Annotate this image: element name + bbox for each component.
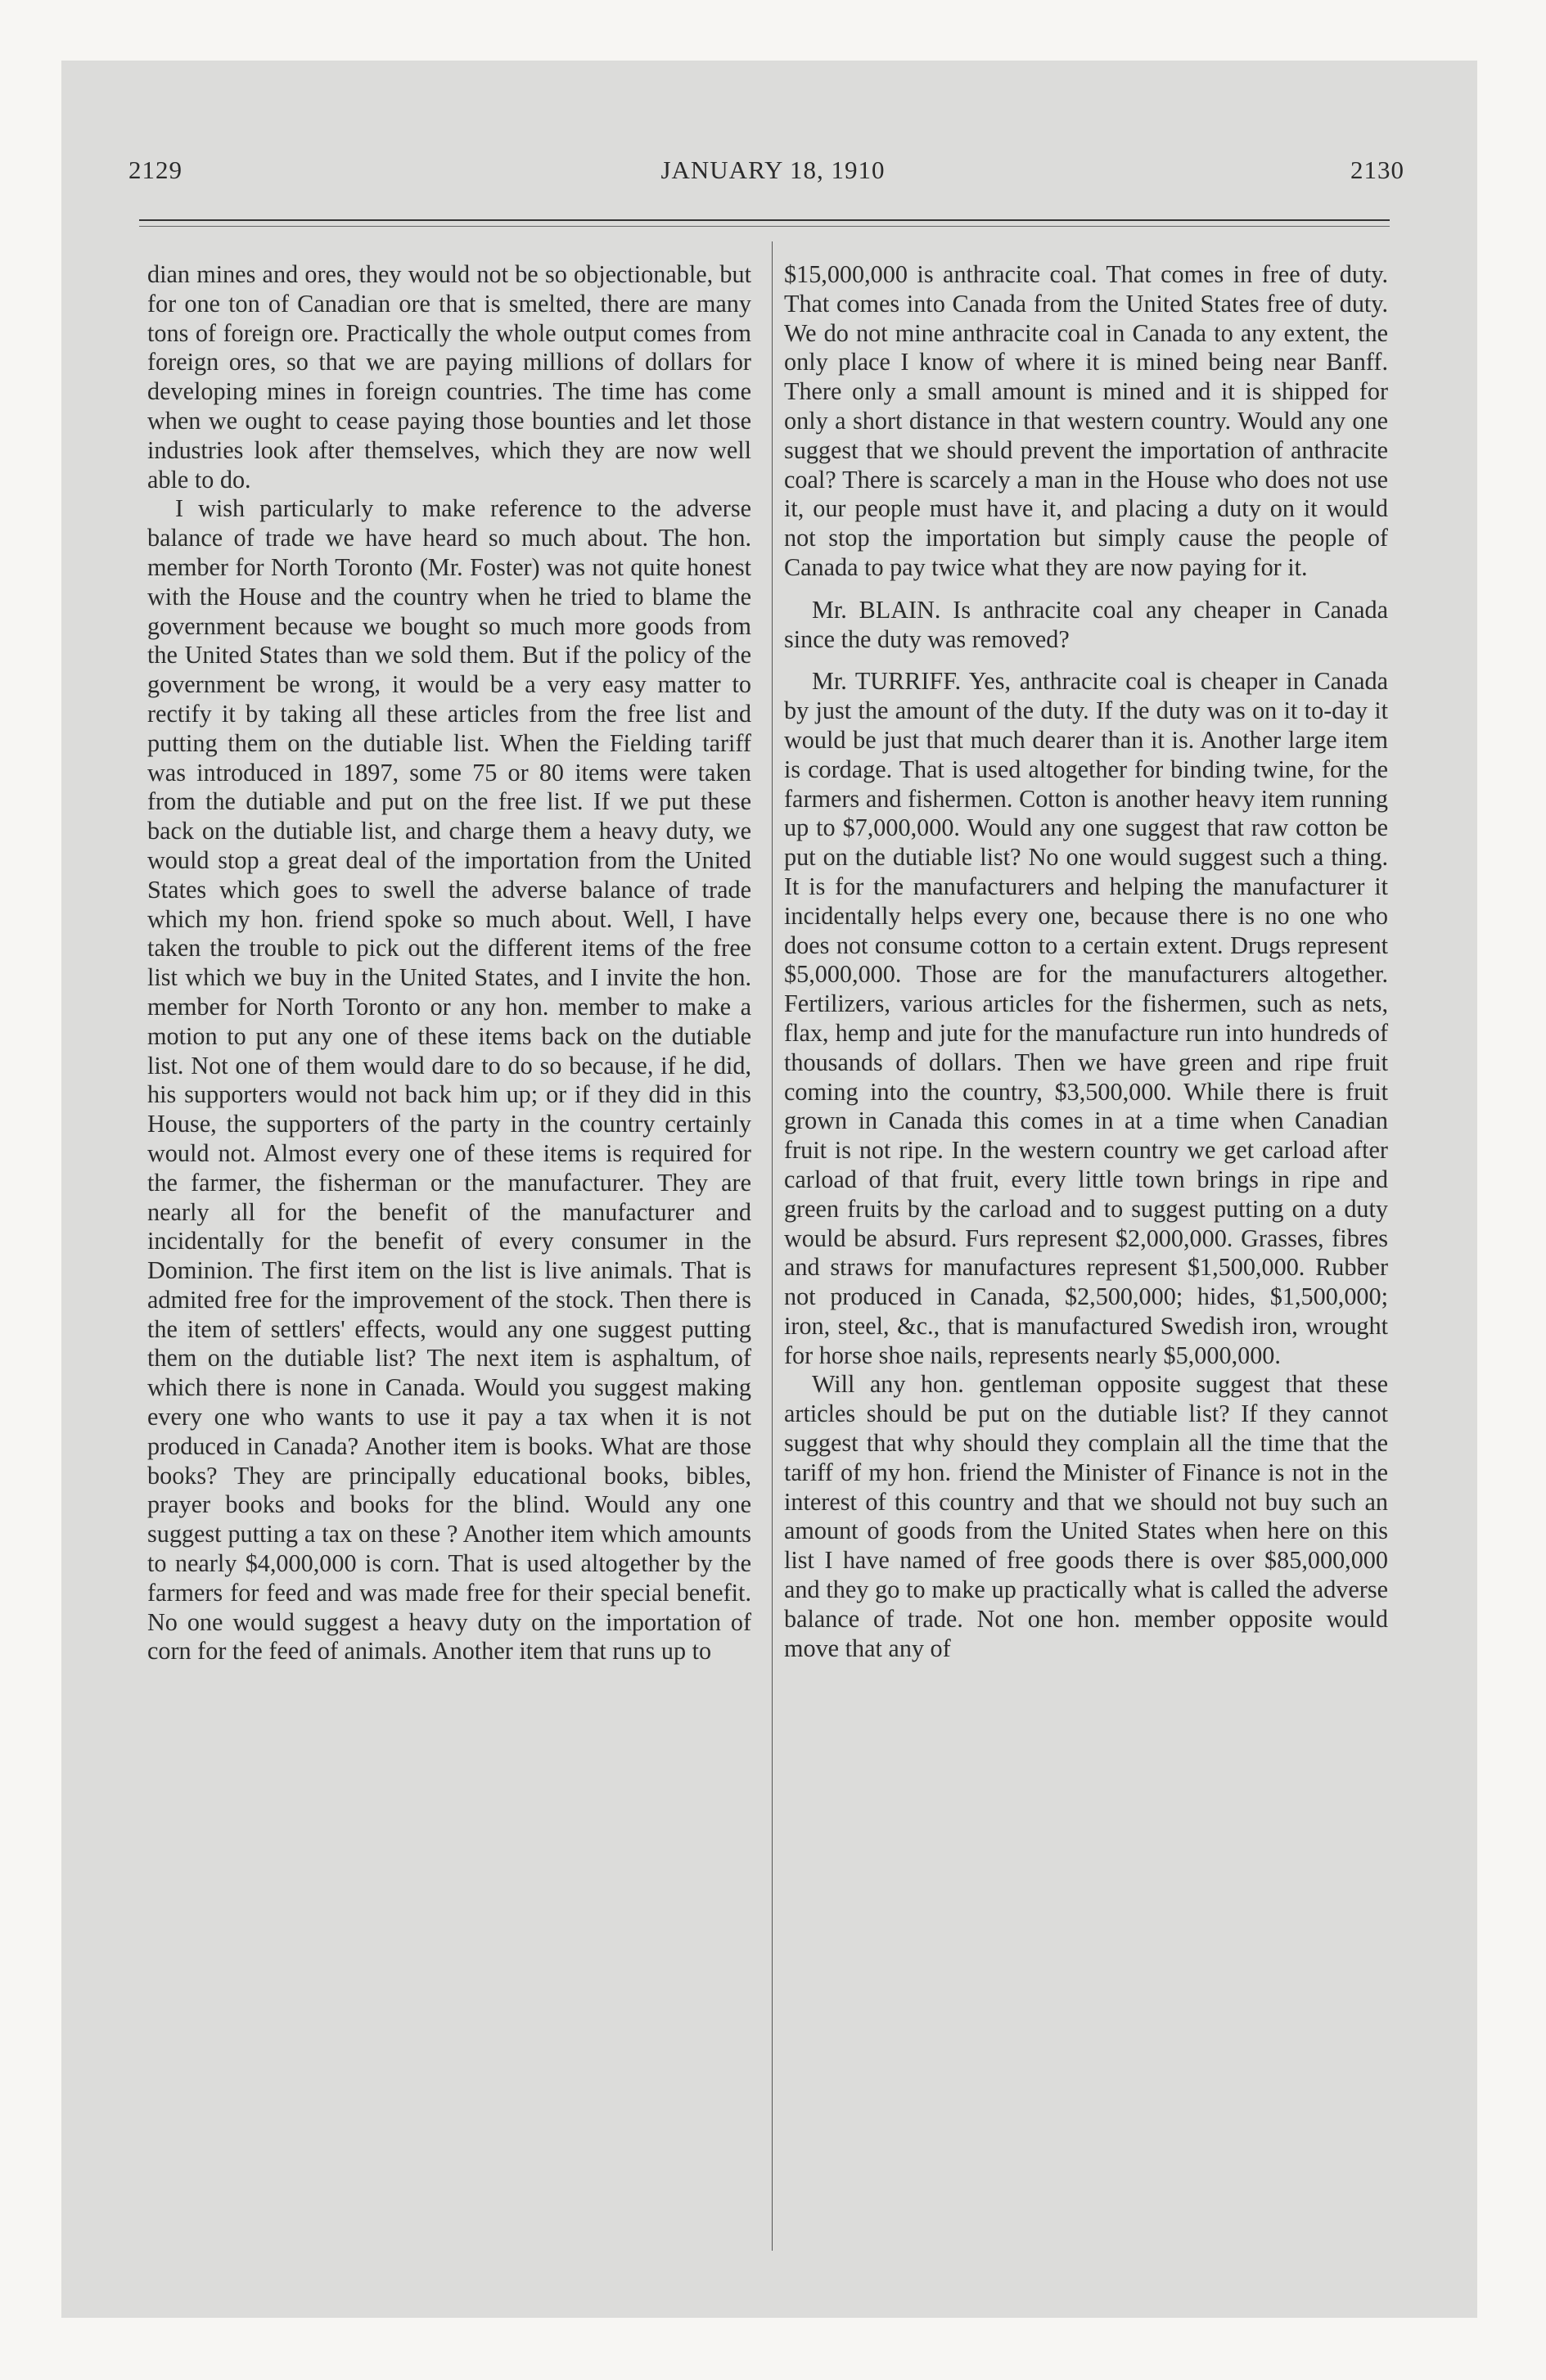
paragraph: dian mines and ores, they would not be so objectionable, but for one ton of Canadian ore that is smelted, there are many tons of foreign ore. Practically the whole output comes from foreign ores, so that we are paying millions of dollars for developing mines in foreign countries. The time has come when we ought to cease paying those bounties and let those industries look after themselves, which they are now well able to do. xyxy=(147,260,751,494)
right-column xyxy=(784,260,1388,1663)
page-number-right: 2130 xyxy=(1350,156,1404,184)
header-rule xyxy=(139,219,1390,221)
column-divider xyxy=(772,241,773,2251)
paragraph: Mr. TURRIFF. Yes, anthracite coal is cheaper in Canada by just the amount of the duty. If the duty was on it to-day it would be just that much dearer than it is. Another large item is cordage. That is used altogether for binding twine, for the farmers and fishermen. Cotton is another heavy item running up to $7,000,000. Would any one suggest that raw cotton be put on the dutiable list? No one would suggest such a thing. It is for the manufacturers and helping the manufacturer it incidentally helps every one, because there is no one who does not consume cotton to a certain extent. Drugs represent $5,000,000. Those are for the manufacturers altogether. Fertilizers, various articles for the fishermen, such as nets, flax, hemp and jute for the manufacture run into hundreds of thousands of dollars. Then we have green and ripe fruit coming into the country, $3,500,000. While there is fruit grown in Canada this comes in at a time when Canadian fruit is not ripe. In the western country we get carload after carload of that fruit, every little town brings in ripe and green fruits by the carload and to suggest putting on a duty would be absurd. Furs represent $2,000,000. Grasses, fibres and straws for manufactures represent $1,500,000. Rubber not produced in Canada, $2,500,000; hides, $1,500,000; iron, steel, &c., that is manufactured Swedish iron, wrought for horse shoe nails, represents nearly $5,000,000. xyxy=(784,667,1388,1369)
page-date-title: JANUARY 18, 1910 xyxy=(660,156,886,184)
page-header xyxy=(0,156,1546,196)
paragraph: $15,000,000 is anthracite coal. That comes in free of duty. That comes into Canada from the United States free of duty. We do not mine anthracite coal in Canada to any extent, the only place I know of where it is mined being near Banff. There only a small amount is mined and it is shipped for only a short distance in that western country. Would any one suggest that we should prevent the importation of anthracite coal? There is scarcely a man in the House who does not use it, our people must have it, and placing a duty on it would not stop the importation but simply cause the people of Canada to pay twice what they are now paying for it. xyxy=(784,260,1388,581)
header-rule-thin xyxy=(139,226,1390,227)
paragraph: I wish particularly to make reference to the adverse balance of trade we have heard so much about. The hon. member for North Toronto (Mr. Foster) was not quite honest with the House and the country when he tried to blame the government because we bought so much more goods from the United States than we sold them. But if the policy of the government be wrong, it would be a very easy matter to rectify it by taking all these articles from the free list and putting them on the dutiable list. When the Fielding tariff was introduced in 1897, some 75 or 80 items were taken from the dutiable and put on the free list. If we put these back on the dutiable list, and charge them a heavy duty, we would stop a great deal of the importation from the United States which goes to swell the adverse balance of trade which my hon. friend spoke so much about. Well, I have taken the trouble to pick out the different items of the free list which we buy in the United States, and I invite the hon. member for North Toronto or any hon. member to make a motion to put any one of these items back on the dutiable list. Not one of them would dare to do so because, if he did, his supporters would not back him up; or if they did in this House, the supporters of the party in the country certainly would not. Almost every one of these items is required for the farmer, the fisherman or the manufacturer. They are nearly all for the benefit of the manufacturer and incidentally for the benefit of every consumer in the Dominion. The first item on the list is live animals. That is admited free for the improvement of the stock. Then there is the item of settlers' effects, would any one suggest putting them on the dutiable list? The next item is asphaltum, of which there is none in Canada. Would you suggest making every one who wants to use it pay a tax when it is not produced in Canada? Another item is books. What are those books? They are principally educational books, bibles, prayer books and books for the blind. Would any one suggest putting a tax on these ? Another item which amounts to nearly $4,000,000 is corn. That is used altogether by the farmers for feed and was made free for their special benefit. No one would suggest a heavy duty on the importation of corn for the feed of animals. Another item that runs up to xyxy=(147,494,751,1666)
paragraph: Will any hon. gentleman opposite suggest that these articles should be put on the dutiable list? If they cannot suggest that why should they complain all the time that the tariff of my hon. friend the Minister of Finance is not in the interest of this country and that we should not buy such an amount of goods from the United States when here on this list I have named of free goods there is over $85,000,000 and they go to make up practically what is called the adverse balance of trade. Not one hon. member opposite would move that any of xyxy=(784,1370,1388,1662)
left-column xyxy=(147,260,751,1666)
paragraph: Mr. BLAIN. Is anthracite coal any cheaper in Canada since the duty was removed? xyxy=(784,595,1388,653)
page-number-left: 2129 xyxy=(128,156,183,184)
